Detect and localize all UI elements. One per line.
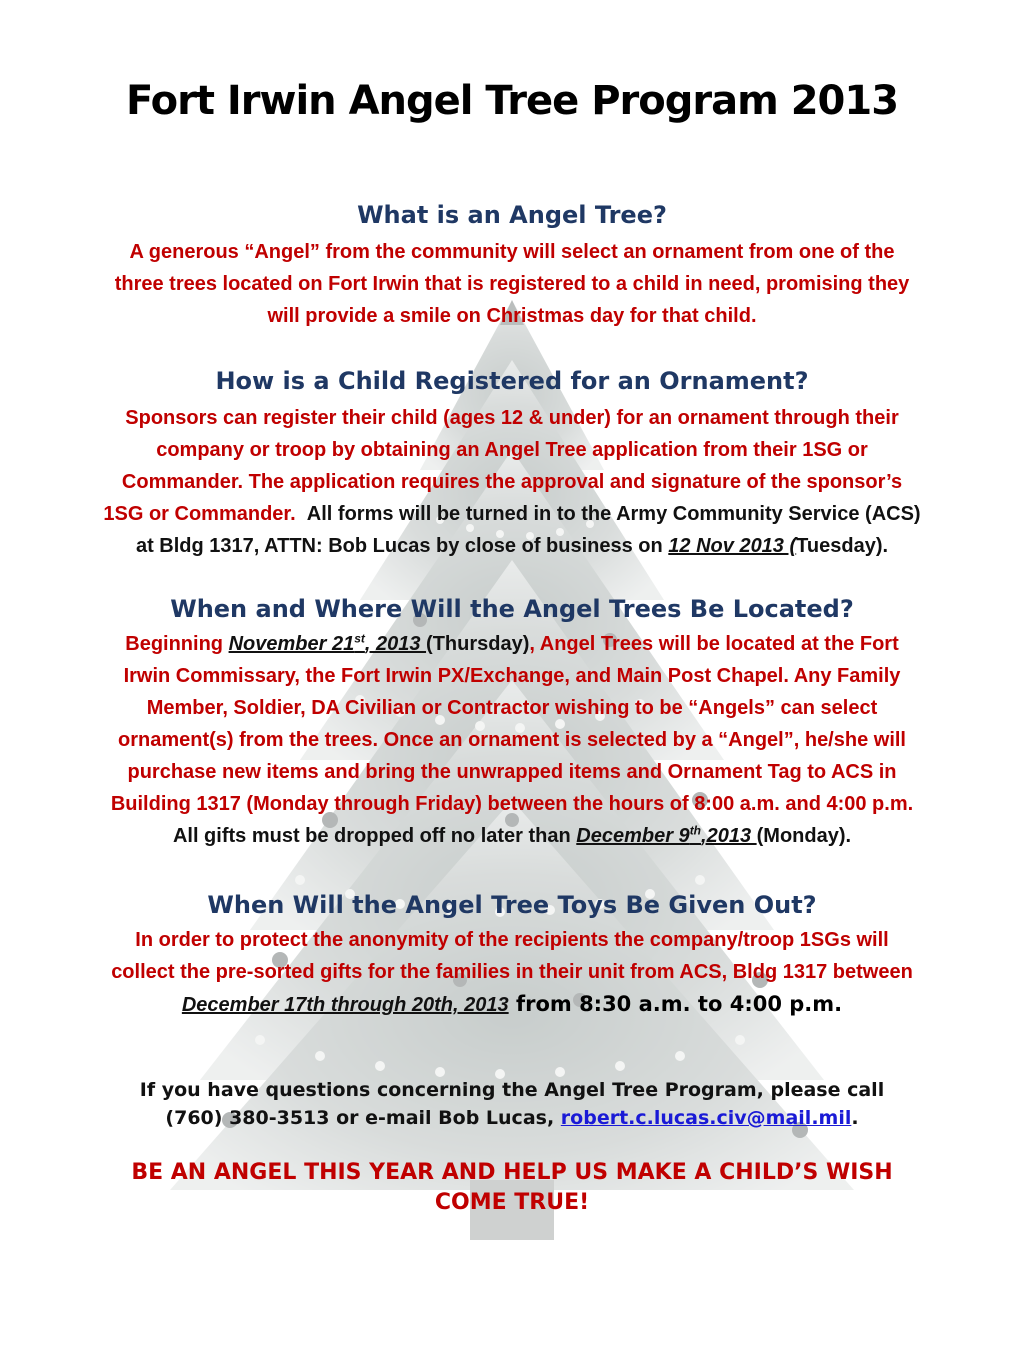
cta-text — [30, 1158, 994, 1218]
body-text: All gifts must be dropped off no later than — [172, 825, 577, 847]
body-line: Irwin Commissary, the Fort Irwin PX/Exchange, and Main Post Chapel. Any Family — [123, 665, 901, 687]
dropoff-date: December 9th,2013 — [576, 823, 757, 847]
section-body — [30, 236, 994, 332]
section-distribution — [30, 890, 994, 1021]
body-line: collect the pre-sorted gifts for the families in their unit from ACS, Bldg 1317 between — [111, 961, 913, 983]
body-line: All forms will be turned in to the Army Community Service (ACS) — [306, 503, 921, 525]
section-locations — [30, 594, 994, 852]
body-text: Beginning — [125, 633, 229, 655]
body-line: Building 1317 (Monday through Friday) between the hours of 8:00 a.m. and 4:00 p.m. — [110, 793, 914, 815]
page-title: Fort Irwin Angel Tree Program 2013 — [125, 78, 899, 124]
distribution-dates: December 17th through 20th, 2013 — [181, 994, 509, 1016]
distribution-time: from 8:30 a.m. to 4:00 p.m. — [508, 992, 843, 1016]
contact-period: . — [851, 1107, 859, 1129]
body-line: Tuesday). — [796, 535, 889, 557]
section-body — [30, 924, 994, 1021]
email-link[interactable]: robert.c.lucas.civ@mail.mil — [560, 1107, 852, 1129]
body-line: 1SG or Commander. — [103, 503, 296, 525]
body-line: at Bldg 1317, ATTN: Bob Lucas by close of business on — [135, 535, 669, 557]
section-heading: How is a Child Registered for an Ornament? — [215, 367, 809, 395]
contact-text — [30, 1076, 994, 1132]
contact-line: If you have questions concerning the Angel Tree Program, please call — [139, 1079, 885, 1101]
deadline-date: 12 Nov 2013 ( — [668, 535, 797, 557]
body-line: will provide a smile on Christmas day for that child. — [267, 305, 757, 327]
cta-line: COME TRUE! — [434, 1190, 590, 1215]
section-heading: What is an Angel Tree? — [357, 201, 667, 229]
section-heading: When and Where Will the Angel Trees Be Located? — [170, 595, 854, 623]
body-line: purchase new items and bring the unwrapped items and Ornament Tag to ACS in — [127, 761, 897, 783]
section-what-is — [30, 200, 994, 332]
cta-line: BE AN ANGEL THIS YEAR AND HELP US MAKE A CHILD’S WISH — [131, 1160, 893, 1185]
body-line: ornament(s) from the trees. Once an ornament is selected by a “Angel”, he/she will — [118, 729, 906, 751]
body-text: , Angel Trees will be located at the Fort — [529, 633, 899, 655]
section-body — [30, 402, 994, 562]
contact-section — [30, 1076, 994, 1132]
start-date: November 21st, 2013 — [228, 631, 427, 655]
body-line: Commander. The application requires the approval and signature of the sponsor’s — [121, 471, 903, 493]
start-weekday: (Thursday) — [426, 633, 530, 655]
body-line: Sponsors can register their child (ages 12 & under) for an ornament through their — [125, 407, 899, 429]
body-line: A generous “Angel” from the community will select an ornament from one of the — [129, 241, 895, 263]
section-registration — [30, 366, 994, 562]
body-line: three trees located on Fort Irwin that is registered to a child in need, promising they — [114, 273, 910, 295]
contact-line: (760) 380-3513 or e-mail Bob Lucas, — [165, 1107, 561, 1129]
call-to-action — [30, 1158, 994, 1218]
body-line: Member, Soldier, DA Civilian or Contractor wishing to be “Angels” can select — [146, 697, 878, 719]
body-line: In order to protect the anonymity of the recipients the company/troop 1SGs will — [135, 929, 889, 951]
section-heading: When Will the Angel Tree Toys Be Given Out? — [207, 891, 817, 919]
body-line: company or troop by obtaining an Angel Tree application from their 1SG or — [156, 439, 868, 461]
body-text: (Monday). — [756, 825, 852, 847]
section-body — [30, 628, 994, 852]
